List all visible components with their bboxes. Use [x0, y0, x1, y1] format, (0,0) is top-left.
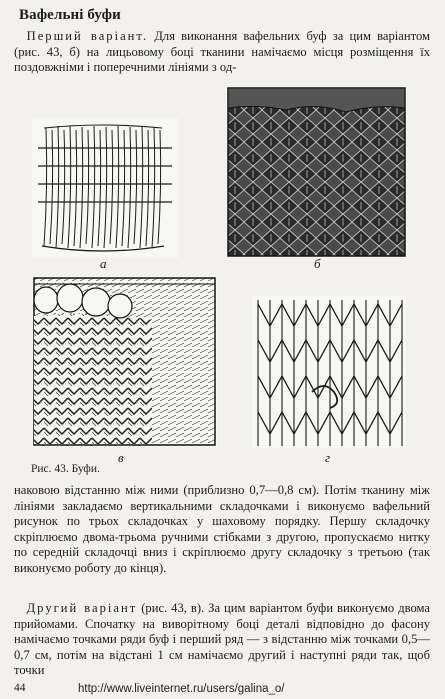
body-paragraph: наковою відстанню між ними (приблизно 0,7—0,8 см). Потім тканину між лініями закладаємо вертикальними складочками і виконуємо вафельний рисунок по трьох складочках у шаховому порядку. Першу складочку скріплюємо двома-трьома ручними стібками з другою, пропускаємо нитку по середній складочці вниз і скріплюємо другу складочку з третьою (так виконуємо роботу до кінця). — [14, 483, 430, 575]
figure-v-label: в — [118, 450, 124, 465]
watermark-url: http://www.liveinternet.ru/users/galina_o/ — [78, 683, 285, 695]
figure-g-illustration — [252, 296, 406, 448]
second-variant-text: (рис. 43, в). За цим варіантом буфи виконуємо двома прийомами. Спочатку на виворітному боці деталі відповідно до фасону намічаємо точками ряди буф і перший ряд — з відстанню між точками 0,5—0,7 см, потім на відстані 1 см намічаємо другий і наступні ряди так, щоб точки — [14, 601, 430, 678]
figure-a-illustration — [32, 118, 178, 258]
figure-g-label: г — [325, 450, 331, 465]
figure-v-illustration — [32, 276, 217, 447]
page-number: 44 — [14, 682, 26, 694]
section-heading: Вафельні буфи — [19, 7, 121, 23]
intro-text: Для виконання вафельних буф за цим варіантом (рис. 43, б) на лицьовому боці тканини намічаємо місця розміщення їх поздовжніми і поперечними лініями з од- — [14, 29, 430, 75]
figure-caption: Рис. 43. Буфи. — [31, 463, 100, 475]
figure-b-label: б — [314, 256, 321, 271]
variant-one-label: Перший варіант. — [26, 29, 149, 43]
intro-paragraph — [14, 29, 430, 76]
figure-a-label: а — [100, 256, 107, 271]
variant-two-label: Другий варіант — [26, 601, 138, 615]
second-variant-paragraph — [14, 601, 430, 679]
figure-b-illustration — [226, 86, 407, 258]
